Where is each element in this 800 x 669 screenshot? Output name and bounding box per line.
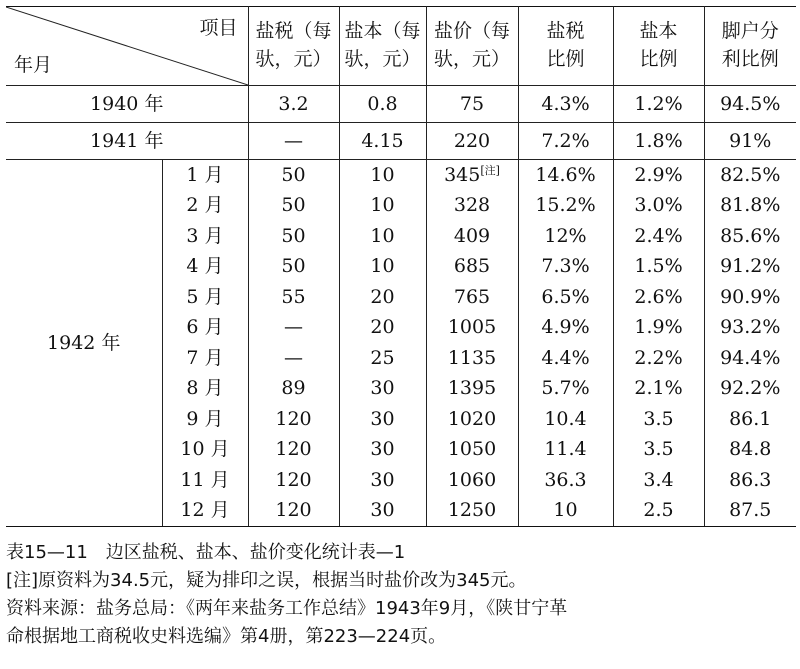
salt-tax-cell: 50 bbox=[248, 221, 339, 252]
salt-price-cell: 765 bbox=[426, 282, 518, 313]
month-cell: 9 月 bbox=[162, 404, 248, 435]
corner-item-label: 项目 bbox=[199, 17, 238, 39]
cost-ratio-cell: 2.4% bbox=[613, 221, 704, 252]
salt-tax-cell: 120 bbox=[248, 496, 339, 527]
col-header-salt-cost: 盐本（每 驮，元） bbox=[339, 7, 426, 86]
cost-ratio-cell: 1.9% bbox=[613, 313, 704, 344]
salt-tax-cell: — bbox=[248, 123, 339, 160]
cost-ratio-cell: 3.5 bbox=[613, 435, 704, 466]
porter-ratio-cell: 93.2% bbox=[704, 313, 796, 344]
salt-cost-cell: 30 bbox=[339, 496, 426, 527]
tax-ratio-cell: 5.7% bbox=[518, 374, 613, 405]
porter-ratio-cell: 91% bbox=[704, 123, 796, 160]
cost-ratio-cell: 2.5 bbox=[613, 496, 704, 527]
month-cell: 2 月 bbox=[162, 191, 248, 222]
cost-ratio-cell: 2.1% bbox=[613, 374, 704, 405]
tax-ratio-cell: 6.5% bbox=[518, 282, 613, 313]
salt-cost-cell: 10 bbox=[339, 191, 426, 222]
col-header-cost-ratio: 盐本 比例 bbox=[613, 7, 704, 86]
salt-tax-cell: 89 bbox=[248, 374, 339, 405]
cost-ratio-cell: 1.5% bbox=[613, 252, 704, 283]
month-cell: 4 月 bbox=[162, 252, 248, 283]
salt-tax-cell: 50 bbox=[248, 252, 339, 283]
salt-price-cell: 1250 bbox=[426, 496, 518, 527]
year-1942-cell: 1942 年 bbox=[6, 160, 162, 527]
salt-tax-cell: 50 bbox=[248, 191, 339, 222]
salt-cost-cell: 30 bbox=[339, 435, 426, 466]
salt-price-cell: 1020 bbox=[426, 404, 518, 435]
salt-price-cell: 1395 bbox=[426, 374, 518, 405]
table-row-1941 bbox=[6, 123, 796, 160]
salt-cost-cell: 4.15 bbox=[339, 123, 426, 160]
salt-cost-cell: 30 bbox=[339, 465, 426, 496]
salt-price-cell: 1135 bbox=[426, 343, 518, 374]
salt-tax-cell: 120 bbox=[248, 465, 339, 496]
salt-price-cell: 328 bbox=[426, 191, 518, 222]
porter-ratio-cell: 85.6% bbox=[704, 221, 796, 252]
table-caption bbox=[6, 539, 796, 651]
tax-ratio-cell: 4.9% bbox=[518, 313, 613, 344]
salt-cost-cell: 30 bbox=[339, 404, 426, 435]
tax-ratio-cell: 7.2% bbox=[518, 123, 613, 160]
table-row-1940 bbox=[6, 86, 796, 123]
salt-cost-cell: 30 bbox=[339, 374, 426, 405]
cost-ratio-cell: 3.0% bbox=[613, 191, 704, 222]
table-row-1942-m1 bbox=[6, 160, 796, 191]
porter-ratio-cell: 86.3 bbox=[704, 465, 796, 496]
month-cell: 6 月 bbox=[162, 313, 248, 344]
month-cell: 3 月 bbox=[162, 221, 248, 252]
porter-ratio-cell: 87.5 bbox=[704, 496, 796, 527]
tax-ratio-cell: 12% bbox=[518, 221, 613, 252]
salt-tax-cell: — bbox=[248, 343, 339, 374]
month-cell: 10 月 bbox=[162, 435, 248, 466]
month-cell: 5 月 bbox=[162, 282, 248, 313]
salt-tax-cell: — bbox=[248, 313, 339, 344]
cost-ratio-cell: 1.2% bbox=[613, 86, 704, 123]
caption-note: [注]原资料为34.5元，疑为排印之误，根据当时盐价改为345元。 bbox=[6, 570, 527, 591]
corner-year-label: 年月 bbox=[14, 54, 53, 76]
note-mark: [注] bbox=[480, 164, 500, 178]
porter-ratio-cell: 94.4% bbox=[704, 343, 796, 374]
porter-ratio-cell: 84.8 bbox=[704, 435, 796, 466]
year-cell: 1940 年 bbox=[6, 86, 248, 123]
header-row bbox=[6, 7, 796, 86]
cost-ratio-cell: 1.8% bbox=[613, 123, 704, 160]
salt-tax-cell: 120 bbox=[248, 435, 339, 466]
tax-ratio-cell: 11.4 bbox=[518, 435, 613, 466]
salt-price-cell: 75 bbox=[426, 86, 518, 123]
porter-ratio-cell: 81.8% bbox=[704, 191, 796, 222]
salt-tax-cell: 50 bbox=[248, 160, 339, 191]
salt-price-cell: 1005 bbox=[426, 313, 518, 344]
header-corner-cell bbox=[6, 7, 248, 86]
salt-price-cell: 220 bbox=[426, 123, 518, 160]
tax-ratio-cell: 4.4% bbox=[518, 343, 613, 374]
month-cell: 8 月 bbox=[162, 374, 248, 405]
year-cell: 1941 年 bbox=[6, 123, 248, 160]
salt-cost-cell: 20 bbox=[339, 313, 426, 344]
salt-cost-cell: 25 bbox=[339, 343, 426, 374]
salt-price-cell: 409 bbox=[426, 221, 518, 252]
cost-ratio-cell: 2.9% bbox=[613, 160, 704, 191]
salt-price-cell: 685 bbox=[426, 252, 518, 283]
salt-price-cell: 1060 bbox=[426, 465, 518, 496]
salt-statistics-table bbox=[6, 6, 796, 527]
col-header-tax-ratio: 盐税 比例 bbox=[518, 7, 613, 86]
col-header-salt-tax: 盐税（每 驮，元） bbox=[248, 7, 339, 86]
salt-cost-cell: 10 bbox=[339, 160, 426, 191]
tax-ratio-cell: 36.3 bbox=[518, 465, 613, 496]
salt-price-cell: 1050 bbox=[426, 435, 518, 466]
salt-tax-cell: 3.2 bbox=[248, 86, 339, 123]
tax-ratio-cell: 7.3% bbox=[518, 252, 613, 283]
caption-source-line-2: 命根据地工商税收史料选编》第4册，第223—224页。 bbox=[6, 626, 447, 647]
salt-cost-cell: 10 bbox=[339, 252, 426, 283]
salt-price-cell bbox=[426, 160, 518, 191]
tax-ratio-cell: 4.3% bbox=[518, 86, 613, 123]
cost-ratio-cell: 2.6% bbox=[613, 282, 704, 313]
salt-cost-cell: 20 bbox=[339, 282, 426, 313]
porter-ratio-cell: 86.1 bbox=[704, 404, 796, 435]
salt-tax-cell: 55 bbox=[248, 282, 339, 313]
porter-ratio-cell: 94.5% bbox=[704, 86, 796, 123]
cost-ratio-cell: 3.4 bbox=[613, 465, 704, 496]
col-header-salt-price: 盐价（每 驮，元） bbox=[426, 7, 518, 86]
salt-cost-cell: 10 bbox=[339, 221, 426, 252]
salt-price-value: 345 bbox=[444, 164, 481, 187]
tax-ratio-cell: 14.6% bbox=[518, 160, 613, 191]
month-cell: 1 月 bbox=[162, 160, 248, 191]
porter-ratio-cell: 92.2% bbox=[704, 374, 796, 405]
salt-cost-cell: 0.8 bbox=[339, 86, 426, 123]
col-header-porter-ratio: 脚户分 利比例 bbox=[704, 7, 796, 86]
salt-tax-cell: 120 bbox=[248, 404, 339, 435]
caption-title: 表15—11 边区盐税、盐本、盐价变化统计表—1 bbox=[6, 542, 406, 563]
cost-ratio-cell: 3.5 bbox=[613, 404, 704, 435]
tax-ratio-cell: 10 bbox=[518, 496, 613, 527]
porter-ratio-cell: 91.2% bbox=[704, 252, 796, 283]
cost-ratio-cell: 2.2% bbox=[613, 343, 704, 374]
month-cell: 7 月 bbox=[162, 343, 248, 374]
month-cell: 11 月 bbox=[162, 465, 248, 496]
month-cell: 12 月 bbox=[162, 496, 248, 527]
tax-ratio-cell: 10.4 bbox=[518, 404, 613, 435]
caption-source-line-1: 资料来源：盐务总局：《两年来盐务工作总结》1943年9月，《陕甘宁革 bbox=[6, 598, 568, 619]
porter-ratio-cell: 82.5% bbox=[704, 160, 796, 191]
tax-ratio-cell: 15.2% bbox=[518, 191, 613, 222]
porter-ratio-cell: 90.9% bbox=[704, 282, 796, 313]
